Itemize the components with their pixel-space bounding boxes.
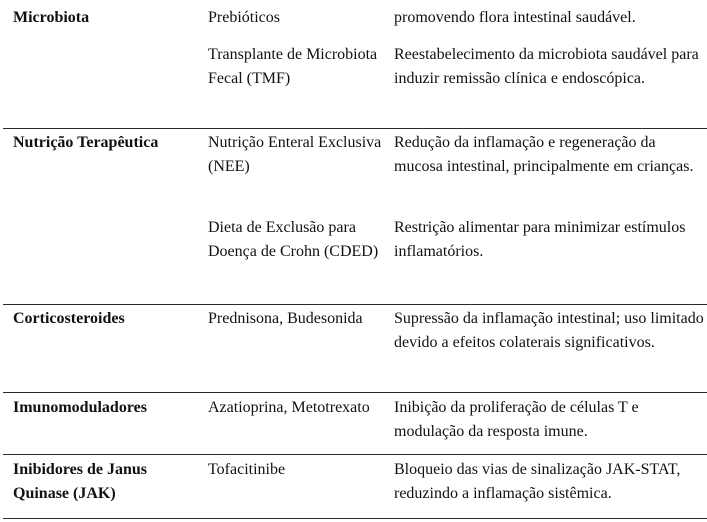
intervention-cell: Prebióticos	[208, 9, 280, 26]
table-row	[3, 455, 707, 519]
effect-cell: Bloqueio das vias de sinalização JAK-STAT, reduzindo a inflamação sistêmica.	[394, 461, 681, 502]
category-cell: Nutrição Terapêutica	[13, 134, 159, 151]
intervention-cell: Transplante de Microbiota Fecal (TMF)	[208, 46, 378, 87]
table-row	[3, 42, 707, 129]
intervention-cell: Azatioprina, Metotrexato	[208, 399, 370, 416]
table-row	[3, 393, 707, 455]
effect-cell: Inibição da proliferação de células T e modulação da resposta imune.	[394, 399, 639, 440]
table-row	[3, 129, 707, 216]
intervention-cell: Prednisona, Budesonida	[208, 310, 363, 327]
category-cell: Microbiota	[13, 9, 90, 26]
effect-cell: Redução da inflamação e regeneração da mucosa intestinal, principalmente em crianças.	[394, 134, 694, 175]
category-cell: Imunomoduladores	[13, 399, 147, 416]
table-row	[3, 305, 707, 393]
category-cell: Corticosteroides	[13, 310, 125, 327]
therapy-table	[3, 0, 707, 519]
effect-cell: promovendo flora intestinal saudável.	[394, 9, 636, 26]
category-cell: Inibidores de Janus Quinase (JAK)	[13, 461, 147, 502]
table-row	[3, 216, 707, 305]
table-row	[3, 0, 707, 42]
intervention-cell: Tofacitinibe	[208, 461, 286, 478]
intervention-cell: Dieta de Exclusão para Doença de Crohn (CDED)	[208, 219, 379, 260]
intervention-cell: Nutrição Enteral Exclusiva (NEE)	[208, 134, 382, 175]
effect-cell: Reestabelecimento da microbiota saudável para induzir remissão clínica e endoscópica.	[394, 46, 699, 87]
effect-cell: Supressão da inflamação intestinal; uso limitado devido a efeitos colaterais significativos.	[394, 310, 704, 351]
effect-cell: Restrição alimentar para minimizar estímulos inflamatórios.	[394, 219, 686, 260]
